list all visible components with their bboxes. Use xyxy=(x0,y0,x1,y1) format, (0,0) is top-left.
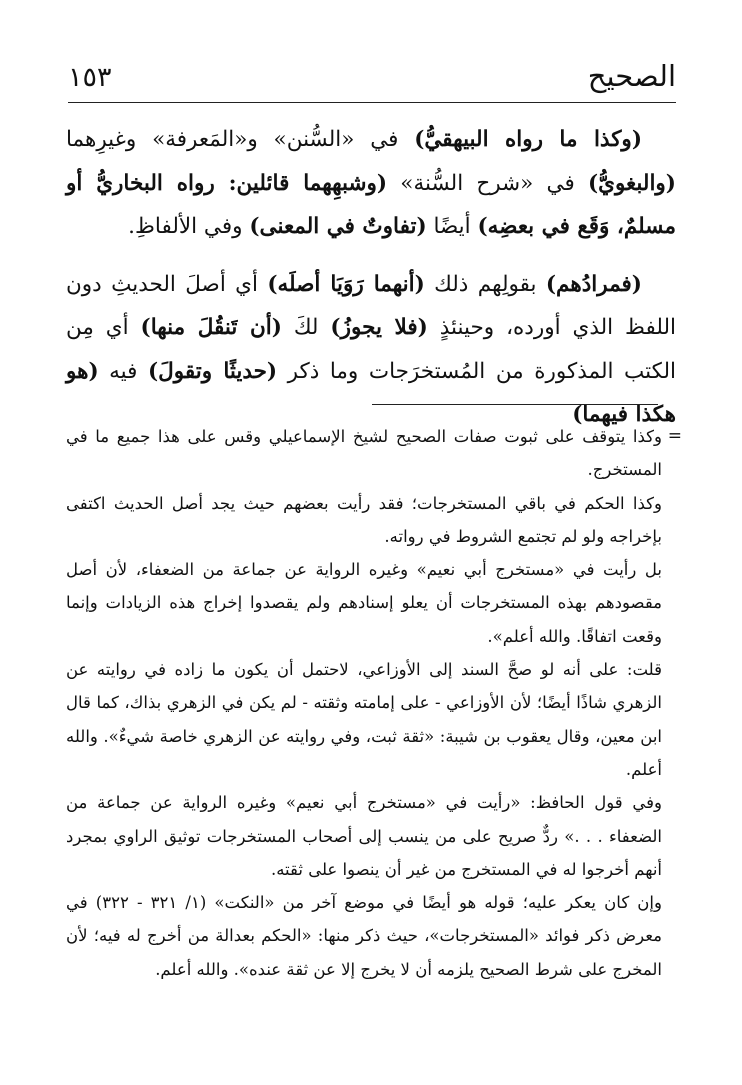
footnote-paragraph: بل رأيت في «مستخرج أبي نعيم» وغيره الرواية عن جماعة من الضعفاء، لأن أصل مقصودهم بهذه المستخرجات أن يعلو إسنادهم ولم يقصدوا إخراج هذه الزيادات وإنما وقعت اتفاقًا. والله أعلم». xyxy=(66,560,662,646)
quoted-text: (أنهما رَوَيَا أصلَه) xyxy=(267,271,425,297)
main-text xyxy=(66,118,676,437)
commentary-text: في «السُّنن» و«المَعرفة» وغيرِهما xyxy=(66,127,415,152)
commentary-text: لكَ xyxy=(281,315,331,340)
footnote-paragraph: وإن كان يعكر عليه؛ قوله هو أيضًا في موضع آخر من «النكت» (١/ ٣٢١ - ٣٢٢) في معرض ذكر فوائد «المستخرجات»، حيث ذكر منها: «الحكم بعدالة من أخرج له فيه؛ لأن المخرج على شرط الصحيح يلزمه أن لا يخرج إلا عن ثقة عنده». والله أعلم. xyxy=(66,893,662,979)
commentary-text: أي أصلَ الحديثِ دون اللفظ الذي أورده، وحينئذٍ xyxy=(66,271,676,340)
commentary-text: أي مِن الكتب المذكورة من المُستخرَجات وما ذكر xyxy=(66,315,676,384)
footnote-continuation-mark: = xyxy=(667,426,682,446)
quoted-text: (حديثًا وتقولَ) xyxy=(148,358,278,384)
quoted-text: (أن تَنقُلَ منها) xyxy=(140,315,282,340)
footnote-paragraph: قلت: على أنه لو صحَّ السند إلى الأوزاعي، لاحتمل أن يكون ما زاده في روايته عن الزهري شاذًا أيضًا؛ لأن الأوزاعي - على إمامته وثقته - لم يكن في الزهري بذاك، كما قال ابن معين، وقال يعقوب بن شيبة: «ثقة ثبت، وفي روايته عن الزهري خاصة شيءٌ». والله أعلم. xyxy=(66,660,662,779)
quoted-text: (والبغويُّ) xyxy=(587,170,676,196)
quoted-text: (تفاوتٌ في المعنى) xyxy=(249,214,427,239)
footnote-paragraph: وكذا الحكم في باقي المستخرجات؛ فقد رأيت بعضهم حيث يجد أصل الحديث اكتفى بإخراجه ولو لم تجتمع الشروط في رواته. xyxy=(66,493,662,546)
footnote-separator xyxy=(372,404,658,405)
commentary-text: بقولِهم ذلك xyxy=(424,271,546,297)
page-header xyxy=(68,56,676,103)
quoted-text: (فمرادُهم) xyxy=(545,271,642,297)
commentary-text: في «شرح السُّنة» xyxy=(387,170,588,196)
main-paragraph-2 xyxy=(66,263,676,437)
commentary-text: وفي الألفاظِ. xyxy=(128,214,250,239)
footnote-paragraph: وكذا يتوقف على ثبوت صفات الصحيح لشيخ الإسماعيلي وقس على هذا جميع ما في المستخرج. xyxy=(66,427,662,480)
quoted-text: (وشبهِهما قائلين: رواه البخاريُّ أو مسلمٌ، وَقَع في بعضِه) xyxy=(66,170,676,239)
footnote-paragraph: وفي قول الحافظ: «رأيت في «مستخرج أبي نعيم» وغيره الرواية عن جماعة من الضعفاء . . .» ردٌّ صريح على من ينسب إلى أصحاب المستخرجات توثيق الراوي بمجرد أنهم أخرجوا له في المستخرج من غير أن ينصوا على ثقته. xyxy=(66,793,662,879)
commentary-text: أيضًا xyxy=(426,214,478,239)
quoted-text: (وكذا ما رواه البيهقيُّ) xyxy=(414,127,642,152)
quoted-text: (فلا يجوزُ) xyxy=(330,315,428,340)
main-paragraph-1 xyxy=(66,118,676,249)
page-number: ١٥٣ xyxy=(68,62,112,93)
running-title: الصحيح xyxy=(587,59,676,93)
quoted-text: (هو هكذا فيهما) xyxy=(66,358,676,427)
footnotes xyxy=(66,420,682,986)
commentary-text: فيه xyxy=(98,358,148,384)
